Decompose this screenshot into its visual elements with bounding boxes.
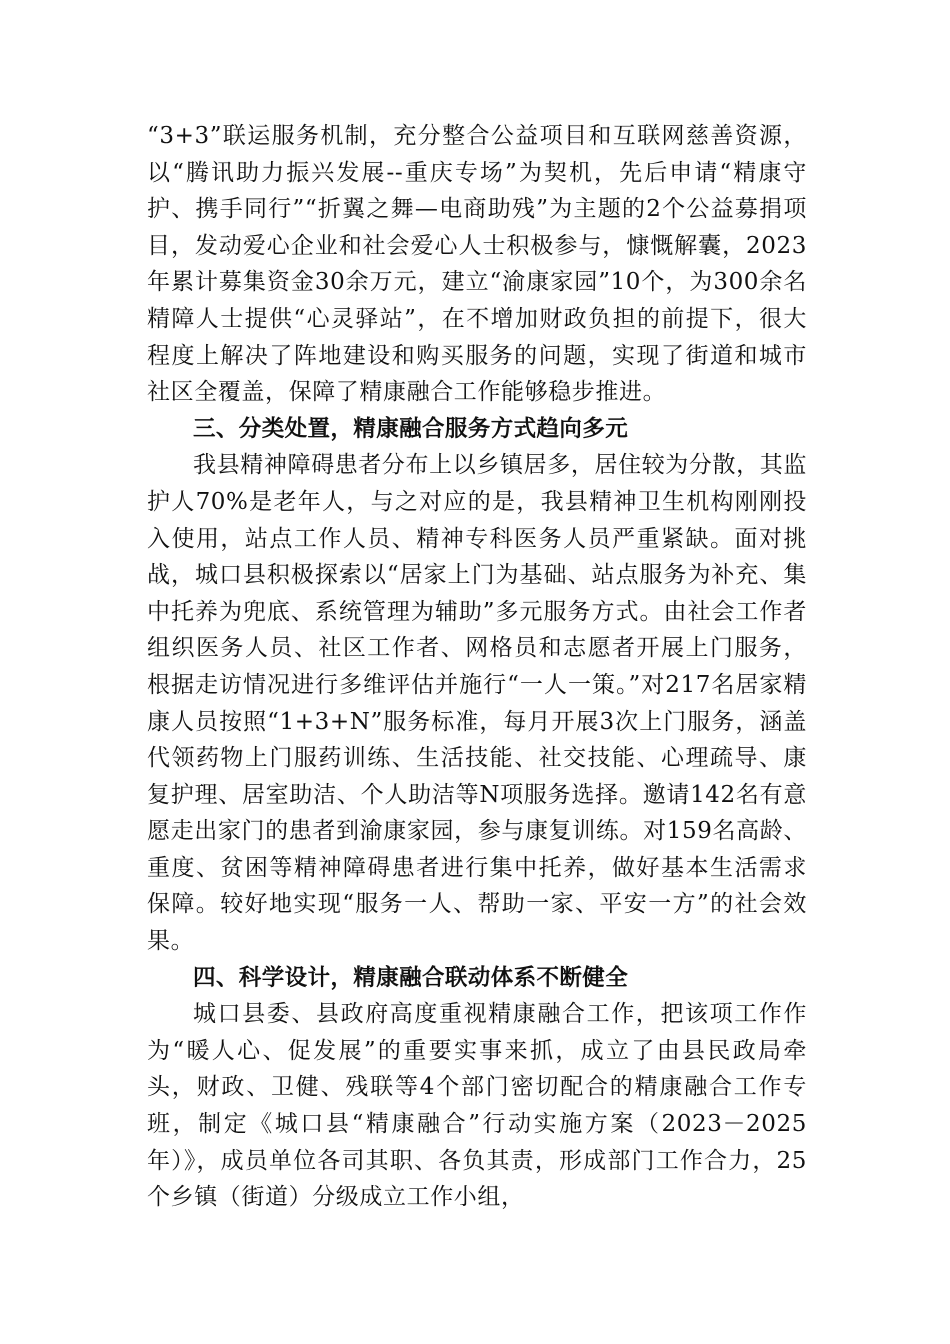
paragraph-section-3: 我县精神障碍患者分布上以乡镇居多，居住较为分散，其监护人70%是老年人，与之对应的是，我县精神卫生机构刚刚投入使用，站点工作人员、精神专科医务人员严重紧缺。面对挑战，城口县积极探索以“居家上门为基础、站点服务为补充、集中托养为兜底、系统管理为辅助”多元服务方式。由社会工作者组织医务人员、社区工作者、网格员和志愿者开展上门服务，根据走访情况进行多维评估并施行“一人一策。”对217名居家精康人员按照“1+3+N”服务标准，每月开展3次上门服务，涵盖代领药物上门服药训练、生活技能、社交技能、心理疏导、康复护理、居室助洁、个人助洁等N项服务选择。邀请142名有意愿走出家门的患者到渝康家园，参与康复训练。对159名高龄、重度、贫困等精神障碍患者进行集中托养，做好基本生活需求保障。较好地实现“服务一人、帮助一家、平安一方”的社会效果。: [147, 452, 807, 955]
document-body: [147, 118, 807, 1216]
paragraph-intro: “3+3”联运服务机制，充分整合公益项目和互联网慈善资源，以“腾讯助力振兴发展--重庆专场”为契机，先后申请“精康守护、携手同行”“折翼之舞—电商助残”为主题的2个公益募捐项目，发动爱心企业和社会爱心人士积极参与，慷慨解囊，2023年累计募集资金30余万元，建立“渝康家园”10个，为300余名精障人士提供“心灵驿站”，在不增加财政负担的前提下，很大程度上解决了阵地建设和购买服务的问题，实现了街道和城市社区全覆盖，保障了精康融合工作能够稳步推进。: [147, 123, 807, 406]
section-heading-4: 四、科学设计，精康融合联动体系不断健全: [193, 964, 629, 991]
paragraph-section-4: 城口县委、县政府高度重视精康融合工作，把该项工作作为“暖人心、促发展”的重要实事来抓，成立了由县民政局牵头，财政、卫健、残联等4个部门密切配合的精康融合工作专班，制定《城口县“精康融合”行动实施方案（2023－2025年）》，成员单位各司其职、各负其责，形成部门工作合力，25个乡镇（街道）分级成立工作小组，: [147, 1001, 807, 1211]
section-heading-3: 三、分类处置，精康融合服务方式趋向多元: [193, 415, 629, 442]
